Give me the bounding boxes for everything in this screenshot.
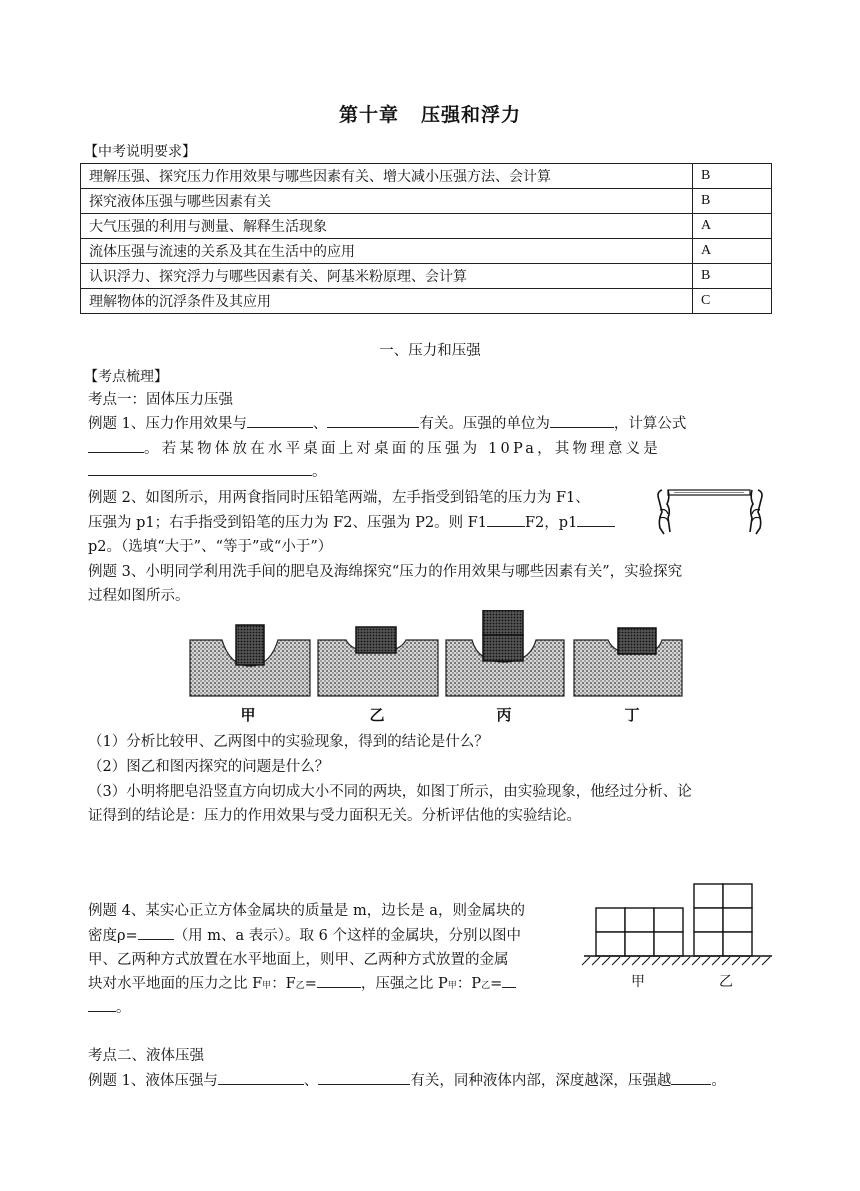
example-4-line-2: 密度ρ= （用 m、a 表示）。取 6 个这样的金属块，分别以图中 xyxy=(88,925,521,947)
example-3-question-1: （1）分析比较甲、乙两图中的实验现象，得到的结论是什么？ xyxy=(88,734,489,750)
table-row: 探究液体压强与哪些因素有关 B xyxy=(81,189,772,214)
liquid-example-1: 例题 1、液体压强与 、 有关，同种液体内部，深度越深，压强越 。 xyxy=(88,1070,726,1092)
example-3-line-1: 例题 3、小明同学利用洗手间的肥皂及海绵探究“压力的作用效果与哪些因素有关”，实验探究 xyxy=(88,564,683,580)
example-2-line-3: p2。（选填“大于”、“等于”或“小于”） xyxy=(88,539,333,555)
table-row: 认识浮力、探究浮力与哪些因素有关、阿基米粉原理、会计算 B xyxy=(81,264,772,289)
review-heading: 【考点梳理】 xyxy=(84,369,168,385)
example-4-line-4: 块对水平地面的压力之比 F甲：F乙= ，压强之比 P甲：P乙= xyxy=(88,973,516,997)
ground-hatching xyxy=(582,957,770,965)
figure-label-yi: 乙 xyxy=(369,706,385,724)
example-4-line-3: 甲、乙两种方式放置在水平地面上，则甲、乙两种方式放置的金属 xyxy=(88,952,509,968)
cube-label-yi: 乙 xyxy=(719,974,733,990)
example-4-line-5: 。 xyxy=(88,997,131,1019)
answer-blank[interactable] xyxy=(88,438,144,453)
example-4-line-1: 例题 4、某实心正立方体金属块的质量是 m，边长是 a，则金属块的 xyxy=(88,903,525,919)
example-1-line-2: 。若某物体放在水平桌面上对桌面的压强为 10Pa，其物理意义是 xyxy=(88,438,661,460)
answer-blank[interactable] xyxy=(487,512,525,527)
answer-blank[interactable] xyxy=(138,925,174,940)
cube-label-jia: 甲 xyxy=(631,974,645,990)
answer-blank[interactable] xyxy=(247,413,313,428)
example-3-question-3b: 证得到的结论是：压力的作用效果与受力面积无关。分析评估他的实验结论。 xyxy=(88,808,581,824)
figure-label-jia: 甲 xyxy=(240,706,256,724)
table-row: 流体压强与流速的关系及其在生活中的应用 A xyxy=(81,239,772,264)
answer-blank[interactable] xyxy=(318,1070,410,1085)
pencil-fingers-figure xyxy=(654,484,766,536)
example-2-line-1: 例题 2、如图所示，用两食指同时压铅笔两端，左手指受到铅笔的压力为 F1、 xyxy=(88,490,590,506)
table-row: 理解物体的沉浮条件及其应用 C xyxy=(81,289,772,314)
figure-label-bing: 丙 xyxy=(496,706,512,724)
answer-blank[interactable] xyxy=(550,413,614,428)
answer-blank[interactable] xyxy=(88,997,116,1012)
answer-blank[interactable] xyxy=(218,1070,304,1085)
section-heading: 一、压力和压强 xyxy=(379,343,481,359)
chapter-title: 压强和浮力 xyxy=(421,104,522,126)
answer-blank[interactable] xyxy=(327,413,419,428)
requirements-table xyxy=(80,163,772,314)
example-1-line-3: 。 xyxy=(88,461,327,483)
table-row: 大气压强的利用与测量、解释生活现象 A xyxy=(81,214,772,239)
page-title xyxy=(0,100,860,127)
answer-blank[interactable] xyxy=(577,512,615,527)
answer-blank[interactable] xyxy=(671,1070,711,1085)
answer-blank[interactable] xyxy=(502,973,516,988)
cube-stacks-figure xyxy=(580,880,776,994)
example-3-question-3a: （3）小明将肥皂沿竖直方向切成大小不同的两块，如图丁所示，由实验现象，他经过分析、论 xyxy=(88,784,692,800)
figure-label-ding: 丁 xyxy=(624,706,640,724)
answer-blank[interactable] xyxy=(317,973,361,988)
example-3-question-2: （2）图乙和图丙探究的问题是什么？ xyxy=(88,759,330,775)
requirements-header: 【中考说明要求】 xyxy=(84,144,196,160)
example-2-line-2: 压强为 p1；右手指受到铅笔的压力为 F2、压强为 P2。则 F1 F2，p1 xyxy=(88,512,615,534)
point-two-heading: 考点二、液体压强 xyxy=(88,1048,204,1064)
point-one-heading: 考点一：固体压力压强 xyxy=(88,392,233,408)
example-3-line-2: 过程如图所示。 xyxy=(88,588,190,604)
table-row: 理解压强、探究压力作用效果与哪些因素有关、增大减小压强方法、会计算 B xyxy=(81,164,772,189)
chapter-number: 第十章 xyxy=(338,104,399,126)
answer-blank[interactable] xyxy=(88,461,312,476)
example-1-line-1: 例题 1、压力作用效果与 、 有关。压强的单位为 ，计算公式 xyxy=(88,413,686,435)
sponge-experiment-figure xyxy=(186,610,686,726)
